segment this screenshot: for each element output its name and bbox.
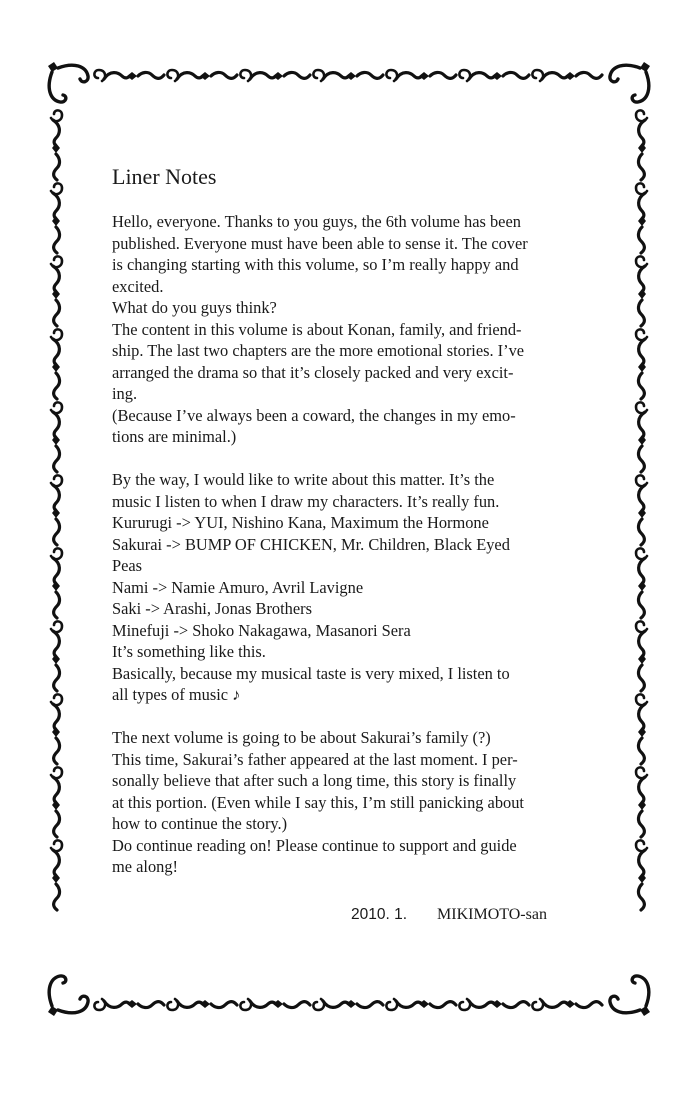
text-line: ing. [112,384,138,403]
text-line: is changing starting with this volume, so I’m really happy and [112,255,519,274]
border-sweep [638,300,644,326]
border-corner [48,62,88,102]
text-line: Kururugi -> YUI, Nishino Kana, Maximum the Hormone [112,513,489,532]
border-sweep [576,1002,602,1008]
border-sweep [639,631,645,657]
signature-author: MIKIMOTO-san [437,906,547,923]
corner-scroll [49,72,66,102]
border-sweep [503,1002,529,1008]
border-motif [51,329,62,399]
border-motif [636,402,647,472]
border-motif [636,548,647,618]
border-motif [51,621,62,691]
border-sweep [357,72,383,78]
border-sweep [138,72,164,78]
text-line: By the way, I would like to write about this matter. It’s the [112,470,495,489]
border-sweep [503,72,529,78]
paragraph-gap [112,448,592,470]
border-sweep [54,446,60,472]
corner-scroll [58,65,88,82]
border-sweep [54,811,60,837]
border-motif [51,767,62,837]
border-sweep [638,884,644,910]
border-motif [51,548,62,618]
text-line: Sakurai -> BUMP OF CHICKEN, Mr. Children, Black Eyed [112,534,510,554]
border-sweep [54,227,60,253]
text-line: arranged the drama so that it’s closely packed and very excit- [112,362,514,382]
border-sweep [638,373,644,399]
border-motif [636,621,647,691]
border-sweep [638,592,644,618]
border-sweep [357,1002,383,1008]
border-sweep [54,300,60,326]
border-sweep [250,1001,276,1007]
border-motif [51,110,62,180]
text-line: Do continue reading on! Please continue to support and guide [112,835,517,855]
border-sweep [211,72,237,78]
corner-scroll [632,976,649,1006]
border-corner [610,62,650,102]
border-sweep [54,592,60,618]
border-sweep [396,1001,422,1007]
border-sweep [53,704,59,730]
border-sweep [284,1002,310,1008]
border-motif [51,183,62,253]
paragraph-music [112,469,592,706]
border-sweep [53,193,59,219]
text-line: Saki -> Arashi, Jonas Brothers [112,599,312,618]
corner-diamond [48,1006,58,1016]
border-motif [386,999,456,1010]
border-sweep [430,72,456,78]
corner-scroll [58,996,88,1013]
border-sweep [53,850,59,876]
border-motif [636,767,647,837]
corner-diamond [640,1006,650,1016]
border-sweep [542,73,568,79]
border-motif [459,999,529,1010]
border-sweep [177,1001,203,1007]
border-motif [51,694,62,764]
border-sweep [639,704,645,730]
corner-scroll [632,72,649,102]
text-line: (Because I’ve always been a coward, the changes in my emo- [112,405,516,425]
border-sweep [138,1002,164,1008]
border-sweep [639,120,645,146]
border-corner [48,976,88,1016]
border-sweep [54,665,60,691]
border-motif [636,183,647,253]
border-motif [636,110,647,180]
border-sweep [53,412,59,438]
corner-diamond [640,62,650,72]
text-line: all types of music ♪ [112,685,241,704]
border-sweep [638,227,644,253]
border-motif [94,70,164,81]
corner-scroll [610,996,640,1013]
border-sweep [54,519,60,545]
border-motif [636,329,647,399]
border-sweep [177,73,203,79]
border-motif [532,70,602,81]
border-motif [167,70,237,81]
signature [351,903,547,926]
text-line: at this portion. (Even while I say this, I’m still panicking about [112,792,524,812]
signature-date: 2010. 1. [351,906,408,923]
border-sweep [53,266,59,292]
border-sweep [638,811,644,837]
border-motif [636,694,647,764]
border-motif [636,256,647,326]
border-sweep [638,665,644,691]
border-sweep [638,519,644,545]
liner-notes-body [112,211,592,878]
border-sweep [639,485,645,511]
border-motif [313,999,383,1010]
text-line: sonally believe that after such a long time, this story is finally [112,771,517,790]
text-line: What do you guys think? [112,298,277,317]
border-motif [313,70,383,81]
border-sweep [639,558,645,584]
border-sweep [396,73,422,79]
border-motif [459,70,529,81]
border-motif [532,999,602,1010]
border-sweep [54,738,60,764]
border-sweep [430,1002,456,1008]
border-sweep [638,154,644,180]
border-motif [51,475,62,545]
border-motif [51,256,62,326]
border-sweep [469,1001,495,1007]
text-line: published. Everyone must have been able to sense it. The cover [112,233,528,253]
paragraph-next-volume [112,727,592,878]
border-sweep [104,73,130,79]
border-motif [94,999,164,1010]
border-sweep [250,73,276,79]
corner-diamond [48,62,58,72]
text-line: Peas [112,556,143,575]
border-sweep [104,1001,130,1007]
corner-scroll [49,976,66,1006]
text-line: tions are minimal.) [112,427,237,446]
text-line: ship. The last two chapters are the more emotional stories. I’ve [112,341,525,360]
text-line: Basically, because my musical taste is very mixed, I listen to [112,663,510,683]
text-line: music I listen to when I draw my characters. It’s really fun. [112,491,500,511]
border-sweep [54,884,60,910]
paragraph-intro [112,211,592,448]
page-title: Liner Notes [112,164,217,189]
border-motif [240,70,310,81]
border-motif [51,402,62,472]
border-sweep [53,777,59,803]
border-motif [167,999,237,1010]
border-sweep [323,73,349,79]
border-motif [51,840,62,910]
border-sweep [54,373,60,399]
border-sweep [323,1001,349,1007]
border-sweep [639,412,645,438]
border-sweep [53,631,59,657]
border-sweep [53,558,59,584]
text-line: excited. [112,276,164,296]
border-sweep [639,339,645,365]
border-sweep [639,850,645,876]
border-motif [636,840,647,910]
border-motif [240,999,310,1010]
border-motif [386,70,456,81]
border-sweep [469,73,495,79]
border-sweep [53,120,59,146]
text-line: how to continue the story.) [112,814,288,833]
corner-scroll [610,65,640,82]
paragraph-gap [112,706,592,728]
text-line: Minefuji -> Shoko Nakagawa, Masanori Sera [112,620,411,640]
border-sweep [638,446,644,472]
text-line: The next volume is going to be about Sakurai’s family (?) [112,728,491,747]
border-sweep [639,777,645,803]
border-corner [610,976,650,1016]
text-line: me along! [112,857,178,876]
border-sweep [54,154,60,180]
text-line: Hello, everyone. Thanks to you guys, the 6th volume has been [112,212,521,231]
border-sweep [53,485,59,511]
text-line: It’s something like this. [112,642,266,661]
border-sweep [53,339,59,365]
border-sweep [638,738,644,764]
text-line: The content in this volume is about Konan, family, and friend- [112,319,522,339]
border-sweep [639,266,645,292]
text-line: This time, Sakurai’s father appeared at the last moment. I per- [112,749,518,769]
border-sweep [211,1002,237,1008]
border-sweep [576,72,602,78]
border-sweep [542,1001,568,1007]
text-line: Nami -> Namie Amuro, Avril Lavigne [112,577,364,597]
border-motif [636,475,647,545]
border-sweep [284,72,310,78]
border-sweep [639,193,645,219]
